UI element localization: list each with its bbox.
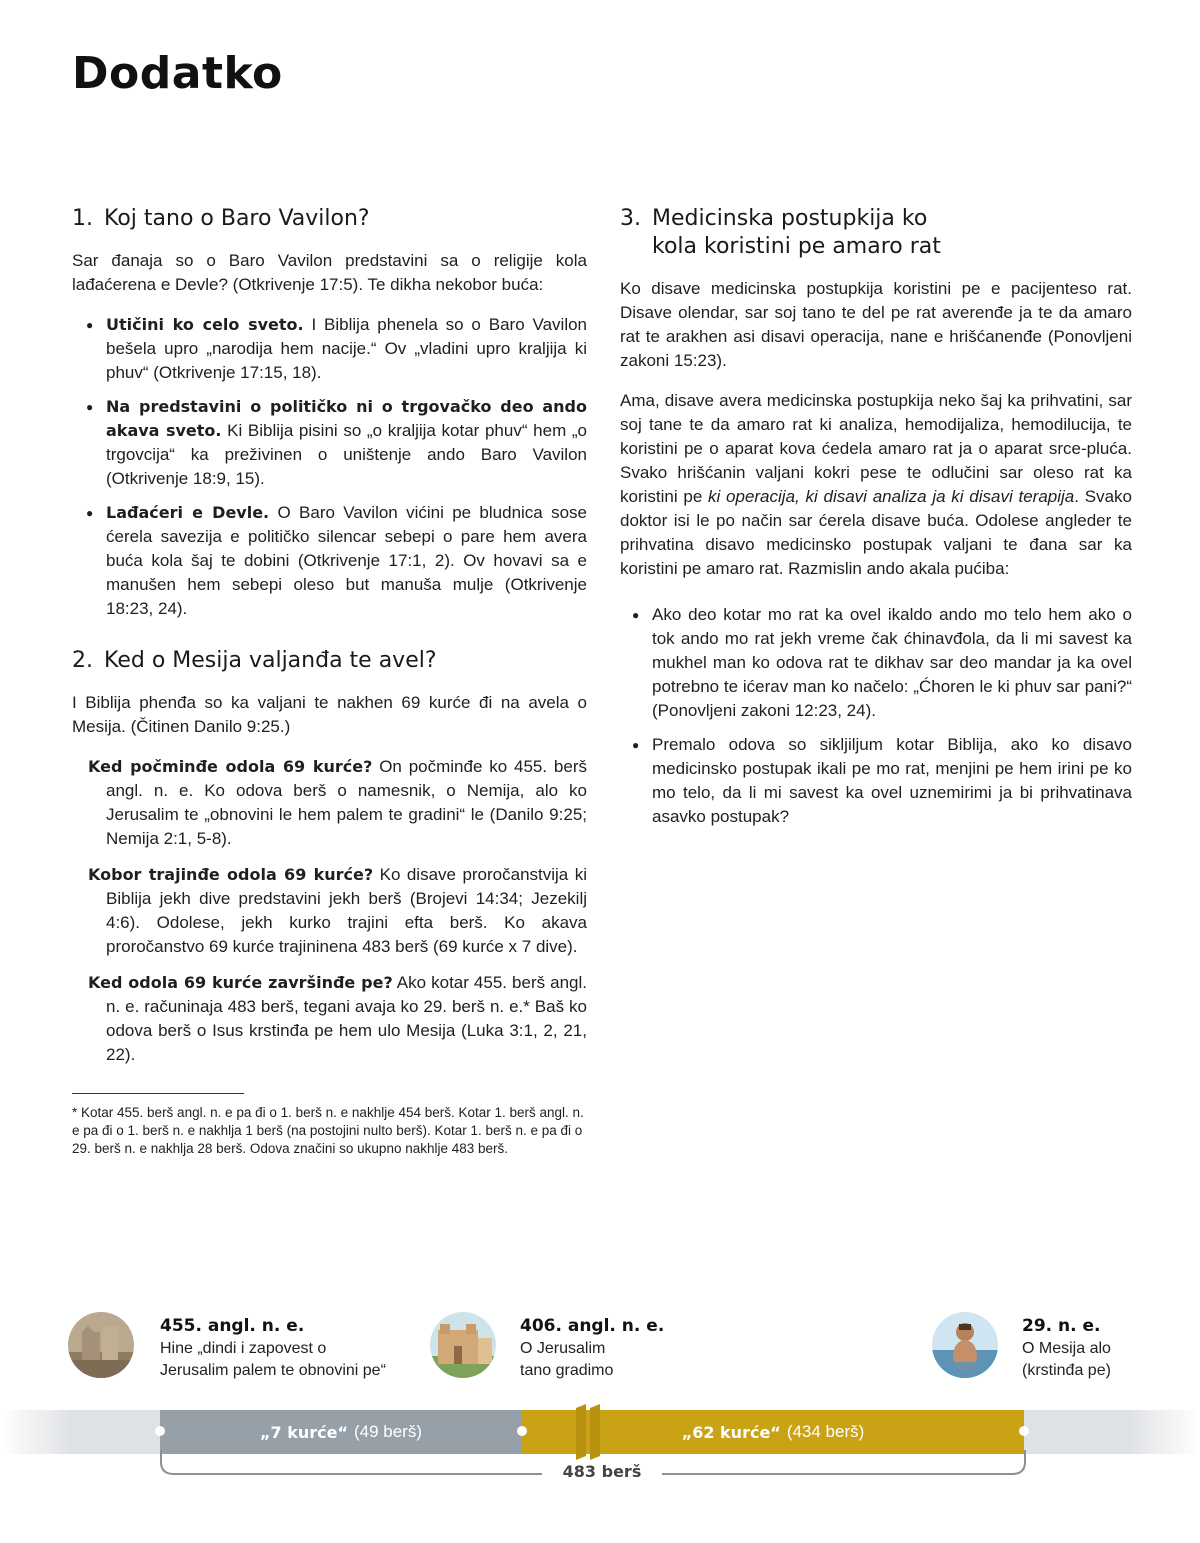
answer: Ko disave proročanstvija ki Biblija jekh dive predstavini jekh berš (Brojevi 14:34; Jezekilj 4:6). Odolese, jekh kurko trajini efta berš. Ko akava proročanstvo 69 kurće trajininena 483 berš (69 kurće x 7 dive). bbox=[106, 865, 587, 956]
timeline-event-1 bbox=[160, 1314, 386, 1382]
event-line: (krstinđa pe) bbox=[1022, 1362, 1111, 1379]
question: Kobor trajinđe odola 69 kurće? bbox=[88, 865, 374, 884]
segment-label: „62 kurće“ bbox=[681, 1422, 781, 1442]
event-year: 29. n. e. bbox=[1022, 1316, 1101, 1336]
section-1-title: Koj tano o Baro Vavilon? bbox=[104, 206, 370, 231]
bullet-lead: Lađaćeri e Devle. bbox=[106, 503, 270, 522]
section-2-title: Ked o Mesija valjanđa te avel? bbox=[104, 648, 437, 673]
section-2-questions bbox=[88, 755, 587, 1067]
section-3-title-line2: kola koristini pe amaro rat bbox=[652, 234, 941, 259]
section-1-number: 1. bbox=[72, 206, 93, 231]
ruined-wall-icon bbox=[68, 1312, 134, 1378]
rebuilt-city-icon bbox=[430, 1312, 496, 1378]
event-year: 406. angl. n. e. bbox=[520, 1316, 665, 1336]
total-span-label: 483 berš bbox=[542, 1462, 662, 1481]
bullet-text: Ki Biblija pisini so „o kraljija kotar phuv“ hem „o trgovcija“ ka preživinen o uništenje ando Baro Vavilon (Otkrivenje 18:9, 15). bbox=[106, 421, 587, 488]
bullet-text: O Baro Vavilon vićini pe bludnica sose ćerela savezija e političko silencar sebepi o pare hem avera buća kola šaj te dobini (Otkrivenje 17:1, 2). Ov hovavi sa e manušen hem sebepi oleso but manuša mulje (Otkrivenje 18:23, 24). bbox=[106, 503, 588, 618]
section-1-intro: Sar đanaja so o Baro Vavilon predstavini sa o religije kola lađaćerena e Devle? (Otkrivenje 17:5). Te dikha nekobor buća: bbox=[72, 251, 587, 294]
bullet-lead: Utičini ko celo sveto. bbox=[106, 315, 304, 334]
event-line: tano gradimo bbox=[520, 1362, 614, 1379]
page-title: Dodatko bbox=[72, 48, 283, 99]
paragraph-text: . Svako doktor isi le po način sar ćerela disave buća. Odolese angleder te prihvatina disavo medicinsko postupak valjani te đana sar ka koristini pe amaro rat. Razmislin ando akala pućiba: bbox=[620, 487, 1132, 578]
qa-item bbox=[88, 971, 587, 1067]
timeline bbox=[0, 1300, 1200, 1540]
paragraph-italic: ki operacija, ki disavi analiza ja ki disavi terapija bbox=[708, 487, 1075, 506]
question: Ked odola 69 kurće završinđe pe? bbox=[88, 973, 393, 992]
event-line: Hine „dindi i zapovest o bbox=[160, 1340, 327, 1357]
footnote: * Kotar 455. berš angl. n. e pa đi o 1. berš n. e nakhlje 454 berš. Kotar 1. berš angl. n. e pa đi o 1. berš n. e nakhlja 1 berš (na postojini nulto berš). Kotar 1. berš n. e pa đi o 29. berš n. e nakhlja 28 berš. Odova značini so ukupno nakhlje 483 berš. bbox=[72, 1105, 584, 1156]
footnote-divider bbox=[72, 1093, 244, 1094]
right-column bbox=[620, 205, 1132, 843]
list-item: ● Ako deo kotar mo rat ka ovel ikaldo ando mo telo hem ako o tok ando mo rat jekh vreme čak ćhinavđola, da li mi savest ka mukhel man ko odova rat te dikhav sar deo mandar ja ka ovel potrebno te ićerav man ko načelo: „Ćhoren le ki phuv sar pani?“ (Ponovljeni zakoni 12:23, 24). bbox=[652, 603, 1132, 723]
timeline-event-3 bbox=[1022, 1314, 1111, 1382]
timeline-event-2 bbox=[520, 1314, 664, 1382]
section-3-paragraph-2 bbox=[620, 389, 1132, 581]
section-2-number: 2. bbox=[72, 648, 93, 673]
section-3-number: 3. bbox=[620, 206, 641, 231]
segment-years: (49 berš) bbox=[353, 1422, 423, 1441]
section-3-bullets bbox=[620, 603, 1132, 829]
timeline-marker bbox=[1019, 1426, 1029, 1436]
answer: Ako kotar 455. berš angl. n. e. računinaja 483 berš, tegani avaja ko 29. berš n. e.* Baš ko odova berš o Isus krstinđa pe hem ulo Mesija (Luka 3:1, 2, 21, 22). bbox=[106, 973, 587, 1064]
section-3-title-line1: Medicinska postupkija ko bbox=[652, 206, 928, 231]
paragraph-text: Ama, disave avera medicinska postupkija neko šaj ka prihvatini, sar soj tane te da amaro rat ki analiza, hemodijaliza, hemodilucija, te koristini pe o aparat kova ćedela amaro rat ja o aparat srce-pluća. Svako hrišćanin valjani kokri pese te odlučini sar oleso rat ka koristini pe bbox=[620, 391, 1132, 506]
answer: On počminđe ko 455. berš angl. n. e. Ko odova berš o namesnik, o Nemija, alo ko Jerusalim te „obnovini le hem palem te gradini“ le (Danilo 9:25; Nemija 2:1, 5-8). bbox=[106, 757, 587, 848]
event-line: O Mesija alo bbox=[1022, 1340, 1111, 1357]
list-item: ● Premalo odova so sikljiljum kotar Biblija, ako ko disavo medicinsko postupak ikali pe mo rat, menjini pe hem irini pe ko mo telo, da li mi savest ka ovel uznemirimi ja bi prihvatinava asavko postupak? bbox=[652, 733, 1132, 829]
section-2-intro: I Biblija phenđa so ka valjani te nakhen 69 kurće đi na avela o Mesija. (Čitinen Danilo 9:25.) bbox=[72, 693, 587, 736]
list-item bbox=[106, 395, 587, 491]
event-year: 455. angl. n. e. bbox=[160, 1316, 305, 1336]
timeline-marker bbox=[155, 1426, 165, 1436]
section-3-paragraph-1: Ko disave medicinska postupkija koristini pe e pacijenteso rat. Disave olendar, sar soj tano te del pe rat averenđe ja te da amaro rat te arakhen asi disavi operacija, nane e hrišćanenđe (Ponovljeni zakoni 15:23). bbox=[620, 279, 1132, 370]
segment-label: „7 kurće“ bbox=[259, 1422, 348, 1442]
section-1-heading bbox=[72, 205, 587, 233]
segment-7-weeks bbox=[160, 1410, 522, 1454]
qa-item bbox=[88, 755, 587, 851]
question: Ked počminđe odola 69 kurće? bbox=[88, 757, 373, 776]
baptism-icon bbox=[932, 1312, 998, 1378]
section-2-heading bbox=[72, 647, 587, 675]
bullet-lead: Na predstavini o političko ni o trgovačko deo ando akava sveto. bbox=[106, 397, 587, 440]
qa-item bbox=[88, 863, 587, 959]
segment-years: (434 berš) bbox=[786, 1422, 865, 1441]
timeline-marker bbox=[517, 1426, 527, 1436]
bullet-text: I Biblija phenela so o Baro Vavilon bešela upro „narodija hem nacije.“ Ov „vladini upro kraljija ki phuv“ (Otkrivenje 17:15, 18). bbox=[106, 315, 588, 382]
section-1-bullets bbox=[72, 313, 587, 621]
event-line: O Jerusalim bbox=[520, 1340, 606, 1357]
section-3-heading bbox=[620, 205, 1132, 261]
event-line: Jerusalim palem te obnovini pe“ bbox=[160, 1362, 386, 1379]
list-item bbox=[106, 501, 587, 621]
list-item bbox=[106, 313, 587, 385]
left-column bbox=[72, 205, 587, 1158]
